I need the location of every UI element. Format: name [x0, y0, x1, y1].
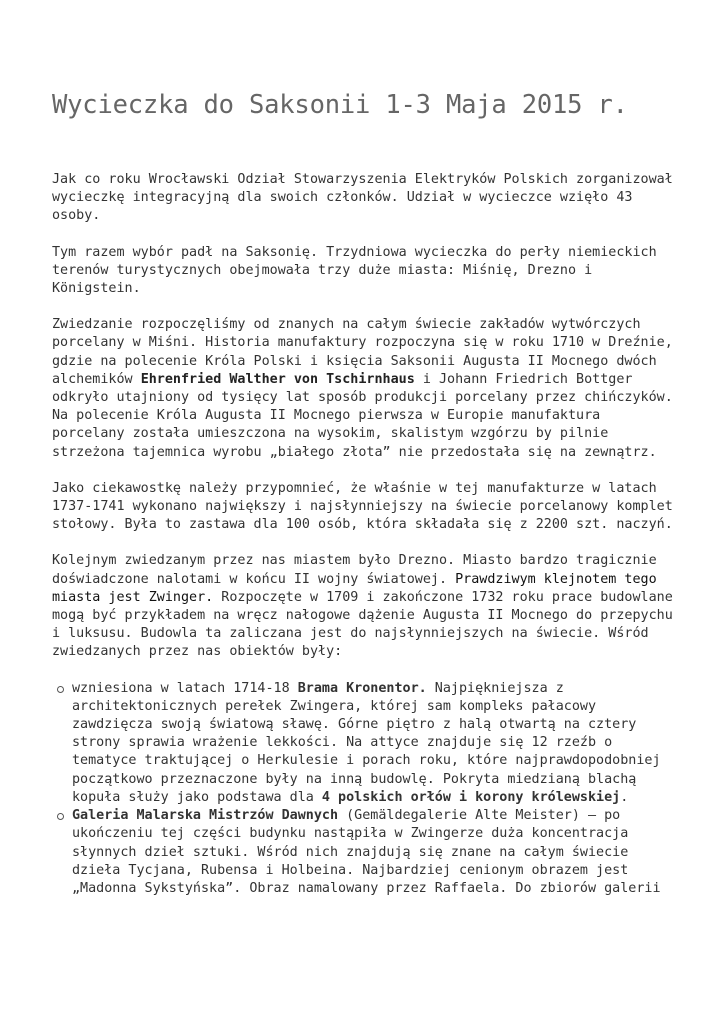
list-item-text-c: .	[620, 789, 629, 805]
paragraph-saxony: Tym razem wybór padł na Saksonię. Trzydniowa wycieczka do perły niemieckich terenów turystycznych obejmowała trzy duże miasta: Miśnię, Drezno i Königstein.	[52, 244, 657, 297]
paragraph-meissen-text-a: Zwiedzanie rozpoczęliśmy od znanych na całym świecie zakładów wytwórczych porcelany w Miśni. Historia manufaktury rozpoczyna się w roku 1710 w Dreźnie, gdzie na polecenie Króla Polski i księcia Saksonii Augusta II Mocnego dwóch alchemików	[52, 317, 673, 387]
list-item-bold: 4 polskich orłów i korony królewskiej	[321, 789, 621, 805]
bullet-circle-icon	[57, 686, 64, 693]
alchemist-name: Ehrenfried Walther von Tschirnhaus	[140, 371, 415, 387]
page-title: Wycieczka do Saksonii 1-3 Maja 2015 r.	[52, 90, 628, 120]
list-item-text-a: wzniesiona w latach 1714-18	[72, 680, 298, 696]
list-item-text-b: Najpiękniejsza z architektonicznych perełek Zwingera, której sam kompleks pałacowy zawdzięcza swoją światową sławę. Górne piętro z halą otwartą na cztery strony sprawia wrażenie lekkości. Na attyce znajduje się 12 rzeźb o tematyce traktującej o Herkulesie i porach roku, które najprawdopodobniej początkowo przeznaczone były na inną budowlę. Pokryta miedzianą blachą kopuła służy jako podstawa dla	[72, 680, 661, 805]
document-page	[52, 90, 677, 898]
list-item-bold: Galeria Malarska Mistrzów Dawnych	[72, 808, 339, 824]
paragraph-dresden-text-b: Rozpoczęte w 1709 i zakończone 1732 roku prace budowlane mogą być przykładem na wręcz nałogowe dążenie Augusta II Mocnego do przepychu i luksusu. Budowla ta zaliczana jest do najsłynniejszych na świecie. Wśród zwiedzanych przez nas obiektów były:	[52, 589, 673, 660]
paragraph-dresden-highlight: Prawdziwym klejnotem tego miasta jest Zwinger.	[52, 571, 657, 605]
paragraph-curiosity: Jako ciekawostkę należy przypomnieć, że właśnie w tej manufakturze w latach 1737-1741 wykonano największy i najsłynniejszy na świecie porcelanowy komplet stołowy. Była to zastawa dla 100 osób, która składała się z 2200 szt. naczyń.	[52, 480, 673, 533]
paragraph-meissen-text-b: i Johann Friedrich Bottger odkryło utajniony od tysięcy lat sposób produkcji porcelany przez chińczyków. Na polecenie Króla Augusta II Mocnego pierwsza w Europie manufaktura porcelany została umieszczona na wysokim, skalistym wzgórzu by pilnie strzeżona tajemnica wyrobu „białego złota” nie przedostała się na zewnątrz.	[52, 371, 673, 460]
bullet-circle-icon	[57, 813, 64, 820]
visited-objects-list	[52, 680, 677, 898]
list-item-text-a: (Gemäldegalerie Alte Meister) – po ukończeniu tej części budynku nastąpiła w Zwingerze duża koncentracja słynnych dzieł sztuki. Wśród nich znajdują się znane na całym świecie dzieła Tycjana, Rubensa i Holbeina. Najbardziej cenionym obrazem jest „Madonna Sykstyńska”. Obraz namalowany przez Raffaela. Do zbiorów galerii	[72, 808, 661, 896]
paragraph-meissen	[52, 316, 677, 462]
list-item	[52, 807, 677, 898]
paragraph-dresden-text-a: Kolejnym zwiedzanym przez nas miastem było Drezno. Miasto bardzo tragicznie doświadczone nalotami w końcu II wojny światowej.	[52, 553, 657, 587]
list-item-bold: Brama Kronentor.	[297, 680, 427, 696]
paragraph-dresden	[52, 552, 677, 661]
paragraph-intro: Jak co roku Wrocławski Odział Stowarzyszenia Elektryków Polskich zorganizował wycieczkę integracyjną dla swoich członków. Udział w wycieczce wzięło 43 osoby.	[52, 172, 673, 224]
list-item	[52, 680, 677, 807]
